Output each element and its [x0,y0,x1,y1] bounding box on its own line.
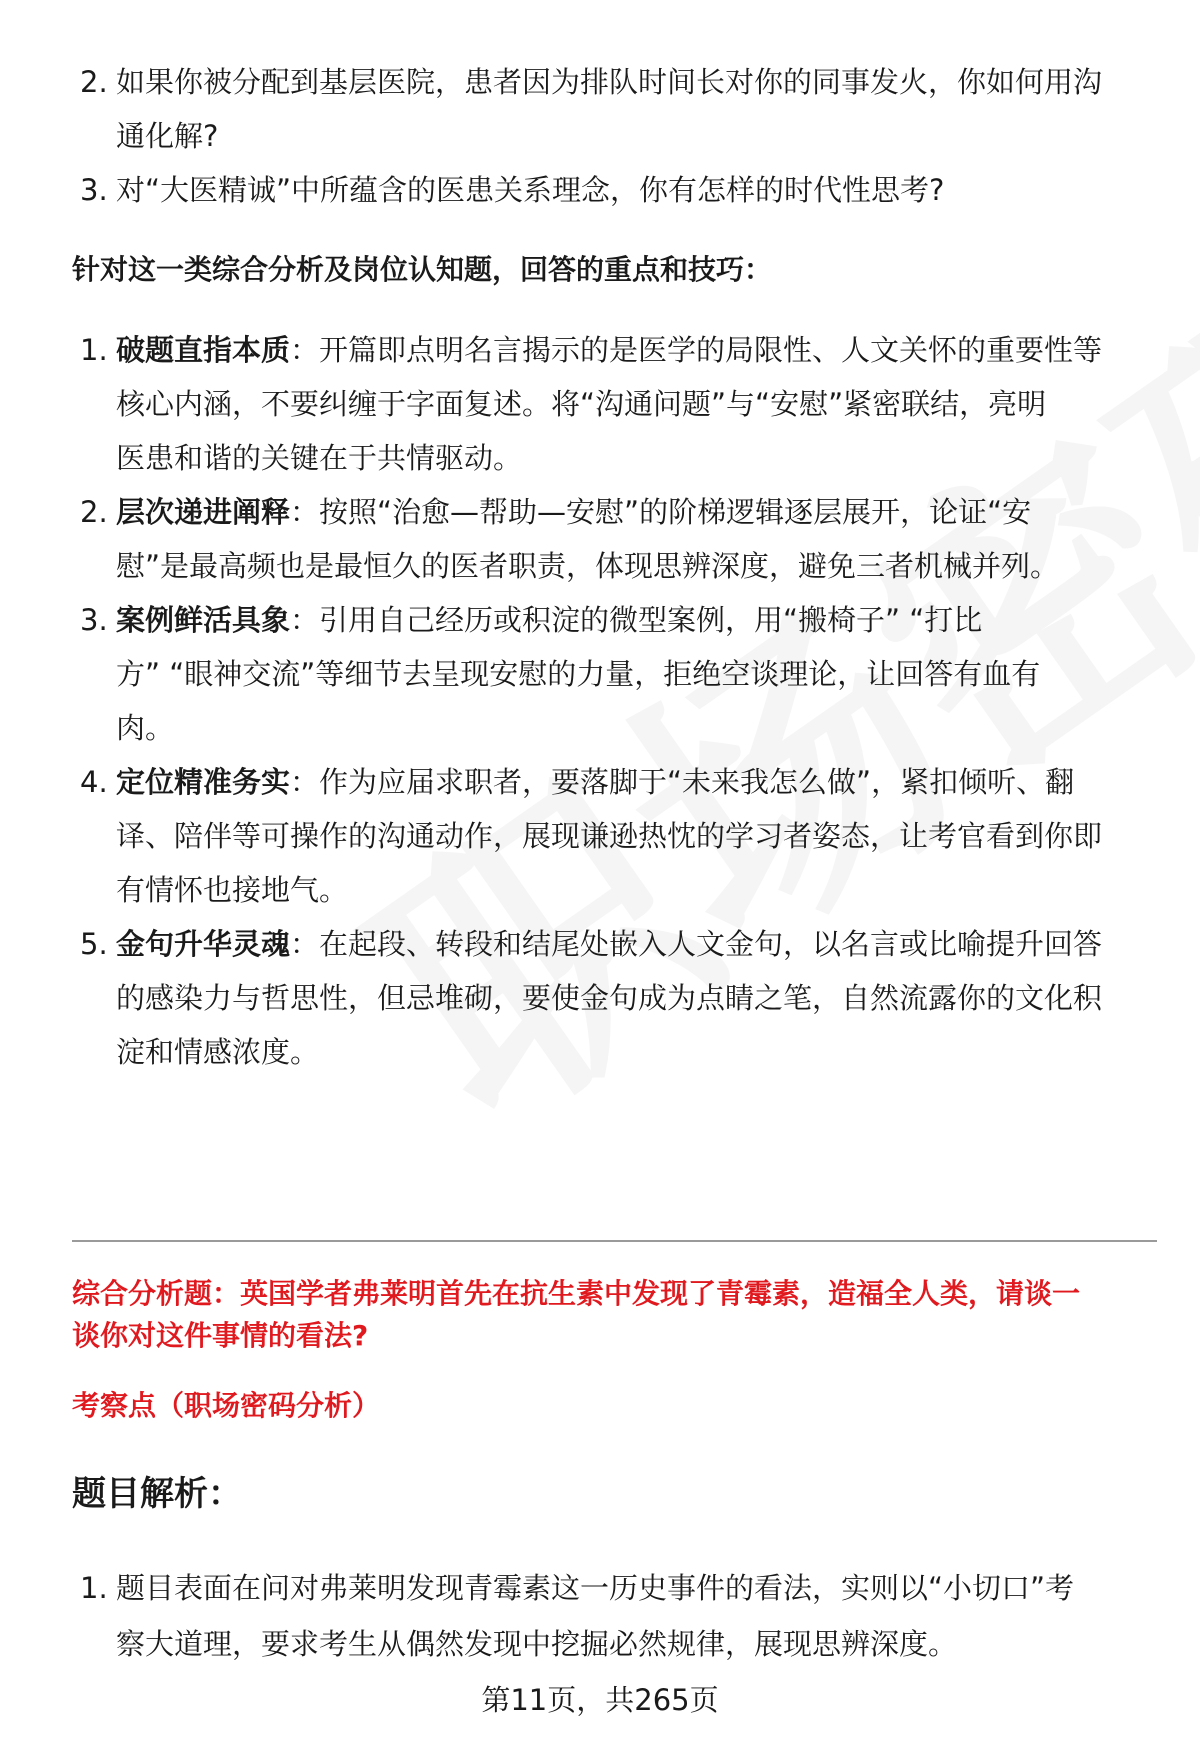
tip-title: 层次递进阐释 [116,495,291,529]
question-heading: 谈你对这件事情的看法? [72,1319,369,1352]
tip-title: 破题直指本质 [116,333,291,367]
tip-item [116,330,1102,370]
tip-item [116,924,1102,964]
list-number: 1. [80,1571,108,1605]
tip-text: ：作为应届求职者，要落脚于“未来我怎么做”，紧扣倾听、翻 [290,765,1075,799]
list-number: 2. [80,495,108,529]
tip-title: 金句升华灵魂 [116,927,291,961]
tip-text: 核心内涵，不要纠缠于字面复述。将“沟通问题”与“安慰”紧密联结，亮明 [116,387,1047,421]
tip-title: 案例鲜活具象 [116,603,291,637]
page-footer: 第11页，共265页 [481,1683,719,1717]
tip-text: ：在起段、转段和结尾处嵌入人文金句，以名言或比喻提升回答 [290,927,1103,961]
tip-text: 慰”是最高频也是最恒久的医者职责，体现思辨深度，避免三者机械并列。 [116,549,1060,583]
tips-heading: 针对这一类综合分析及岗位认知题，回答的重点和技巧： [72,253,773,286]
tip-text: 有情怀也接地气。 [116,873,349,907]
tip-item [116,600,982,640]
list-item-text: 察大道理，要求考生从偶然发现中挖掘必然规律，展现思辨深度。 [116,1627,958,1661]
question-heading: 综合分析题：英国学者弗莱明首先在抗生素中发现了青霉素，造福全人类，请谈一 [72,1277,1081,1310]
analysis-title: 题目解析： [72,1474,242,1514]
tip-text: 医患和谐的关键在于共情驱动。 [116,441,523,475]
tip-text: 方” “眼神交流”等细节去呈现安慰的力量，拒绝空谈理论，让回答有血有 [116,657,1041,691]
list-item-text: 对“大医精诚”中所蕴含的医患关系理念，你有怎样的时代性思考? [116,173,945,207]
tip-title: 定位精准务实 [116,765,291,799]
list-number: 1. [80,333,108,367]
list-number: 3. [80,173,108,207]
list-item-text: 通化解? [116,119,219,153]
list-number: 3. [80,603,108,637]
tip-text: 的感染力与哲思性，但忌堆砌，要使金句成为点睛之笔，自然流露你的文化积 [116,981,1103,1015]
list-number: 4. [80,765,108,799]
list-number: 5. [80,927,108,961]
exam-point: 考察点（职场密码分析） [72,1389,381,1422]
tip-text: ：引用自己经历或积淀的微型案例，用“搬椅子” “打比 [290,603,983,637]
list-item-text: 如果你被分配到基层医院，患者因为排队时间长对你的同事发火，你如何用沟 [116,65,1103,99]
tip-text: ：按照“治愈—帮助—安慰”的阶梯逻辑逐层展开，论证“安 [290,495,1032,529]
tip-item [116,492,1031,532]
tip-text: 淀和情感浓度。 [116,1035,320,1069]
tip-text: 肉。 [116,711,175,745]
tip-item [116,762,1074,802]
list-number: 2. [80,65,108,99]
list-item-text: 题目表面在问对弗莱明发现青霉素这一历史事件的看法，实则以“小切口”考 [116,1571,1075,1605]
tip-text: ：开篇即点明名言揭示的是医学的局限性、人文关怀的重要性等 [290,333,1103,367]
section-divider [72,1240,1157,1242]
tip-text: 译、陪伴等可操作的沟通动作，展现谦逊热忱的学习者姿态，让考官看到你即 [116,819,1103,853]
